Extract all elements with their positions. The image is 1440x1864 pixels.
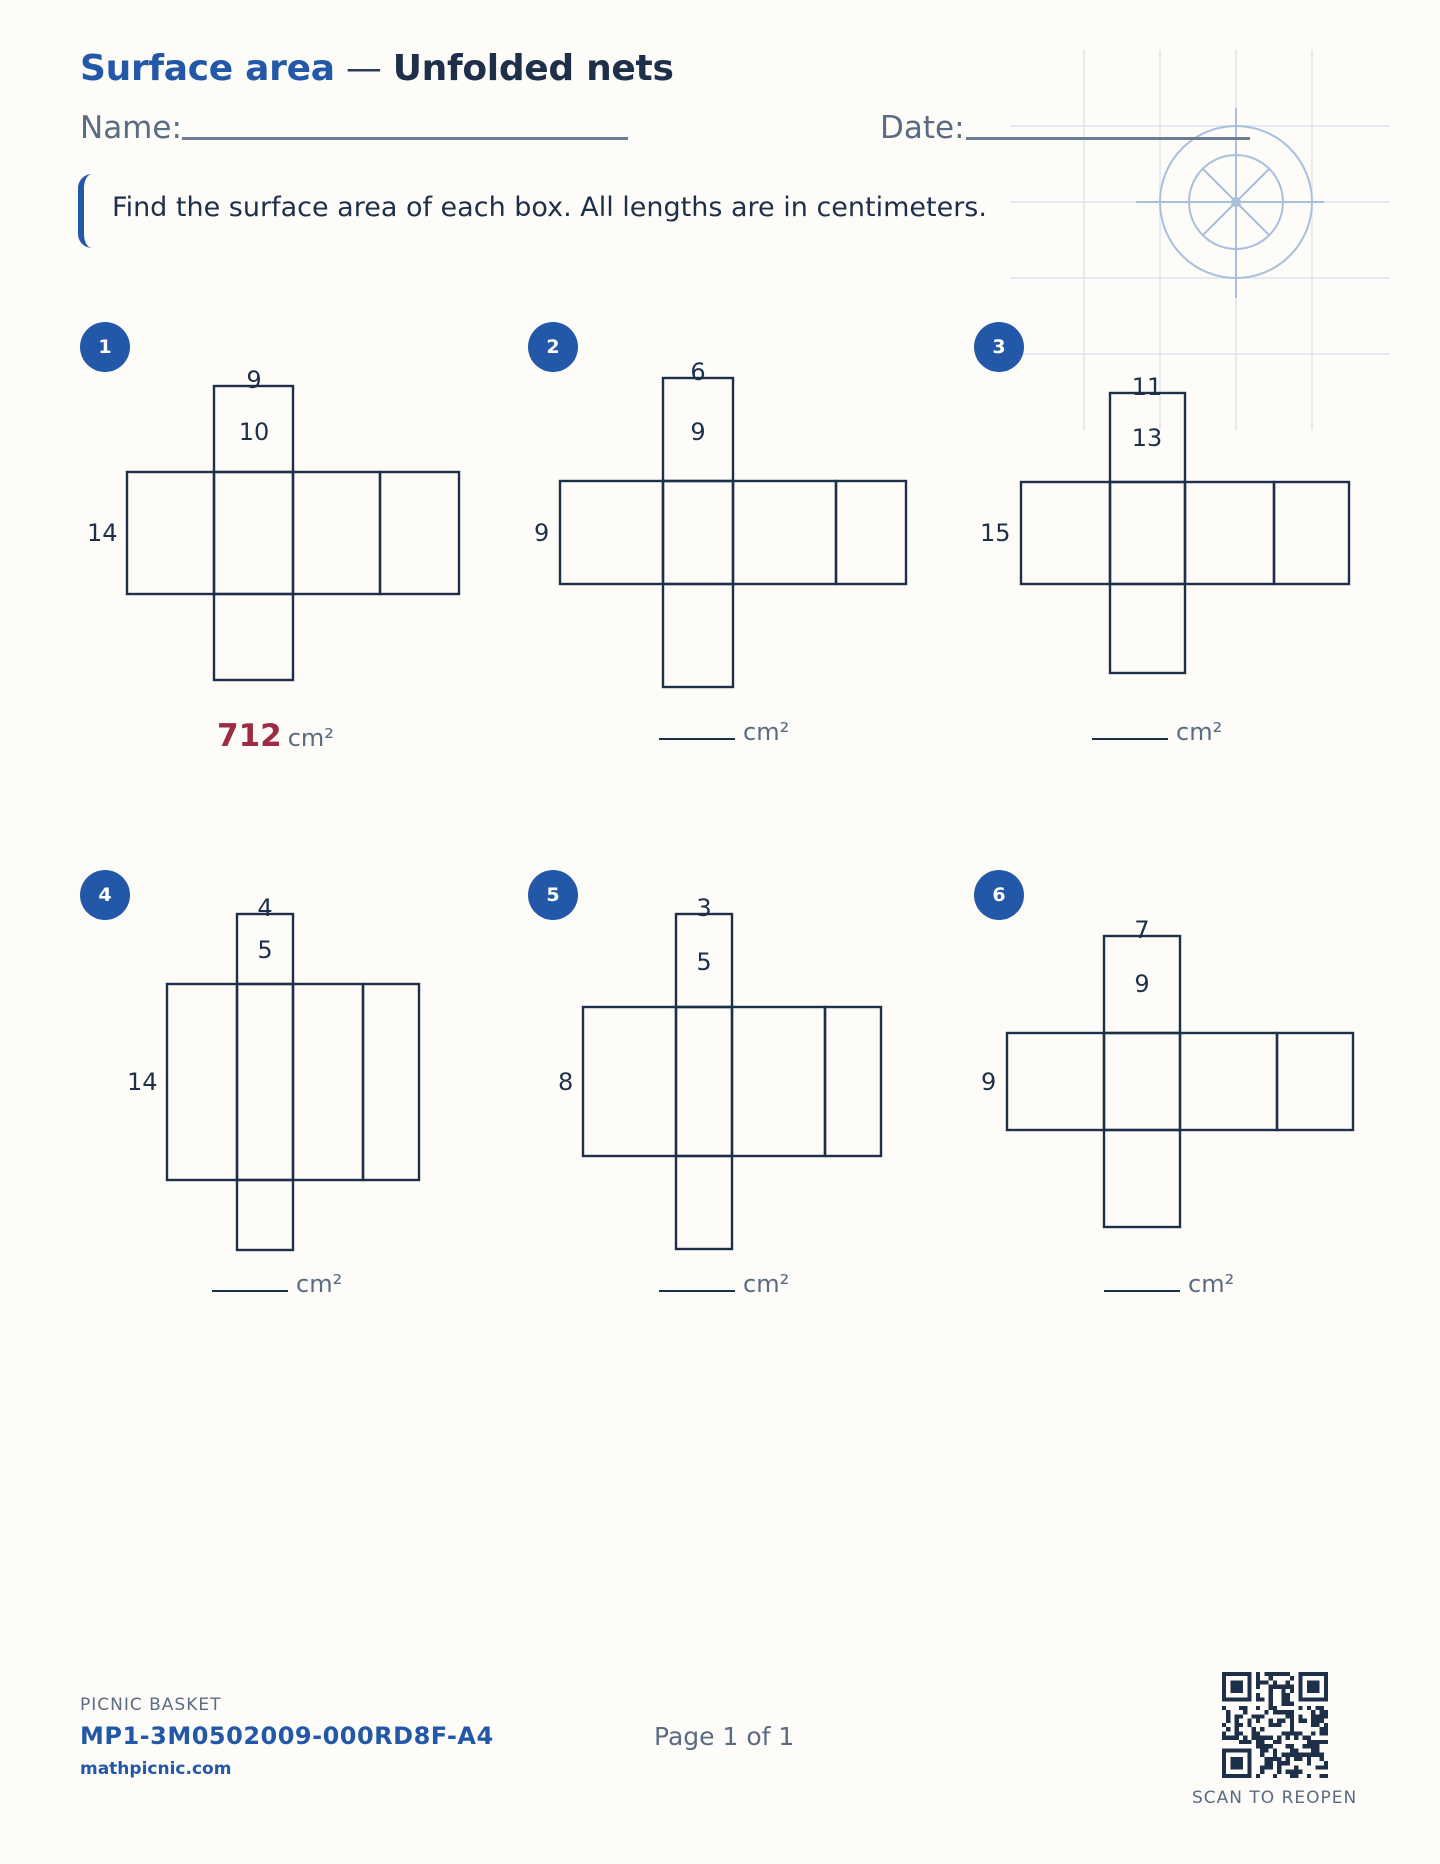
box-net-diagram	[528, 322, 928, 762]
problem-number-badge: 1	[80, 322, 130, 372]
problem-number-badge: 6	[974, 870, 1024, 920]
net-inner-dimension: 9	[1134, 970, 1150, 998]
qr-code-icon[interactable]	[1222, 1672, 1328, 1778]
net-side-dimension: 14	[87, 519, 118, 547]
problem-number-badge: 3	[974, 322, 1024, 372]
qr-caption: SCAN TO REOPEN	[1192, 1788, 1358, 1808]
title-subtopic: Unfolded nets	[392, 48, 674, 89]
box-net-diagram	[528, 870, 928, 1310]
answer-blank[interactable]	[659, 738, 735, 740]
answer-line	[1104, 1270, 1234, 1298]
problem-number-badge: 2	[528, 322, 578, 372]
name-field[interactable]	[182, 137, 628, 140]
problem-number-badge: 5	[528, 870, 578, 920]
answer-unit: cm²	[287, 724, 334, 752]
net-side-dimension: 15	[980, 519, 1011, 547]
answer-line	[212, 1270, 342, 1298]
title-topic: Surface area	[80, 48, 335, 89]
website-link[interactable]: mathpicnic.com	[80, 1759, 232, 1779]
answer-blank[interactable]	[212, 1290, 288, 1292]
net-top-dimension: 6	[690, 358, 706, 386]
box-net-diagram	[80, 322, 480, 762]
page-indicator: Page 1 of 1	[654, 1722, 795, 1751]
problem-4	[80, 870, 480, 1310]
net-side-dimension: 9	[534, 519, 550, 547]
footer-brand: PICNIC BASKET	[80, 1695, 222, 1715]
problem-1	[80, 322, 480, 762]
net-top-dimension: 3	[696, 894, 712, 922]
net-side-dimension: 9	[981, 1068, 997, 1096]
answer-unit: cm²	[743, 718, 790, 746]
net-top-dimension: 11	[1131, 373, 1163, 401]
net-side-dimension: 8	[558, 1068, 574, 1096]
answer-blank[interactable]	[1104, 1290, 1180, 1292]
net-top-dimension: 4	[257, 894, 273, 922]
answer-line	[659, 718, 789, 746]
net-inner-dimension: 5	[696, 948, 712, 976]
answer-line	[217, 718, 334, 754]
worksheet-code: MP1-3M0502009-000RD8F-A4	[80, 1722, 494, 1750]
answer-unit: cm²	[743, 1270, 790, 1298]
date-field[interactable]	[966, 137, 1250, 140]
box-net-diagram	[974, 870, 1374, 1310]
box-net-diagram	[974, 322, 1374, 762]
problem-5	[528, 870, 928, 1310]
answer-line	[1092, 718, 1222, 746]
net-inner-dimension: 10	[238, 418, 270, 446]
problem-number-badge: 4	[80, 870, 130, 920]
name-label: Name:	[80, 110, 182, 146]
problem-3	[974, 322, 1374, 762]
date-label: Date:	[880, 110, 965, 146]
answer-value: 712	[217, 718, 282, 754]
title-separator: —	[334, 48, 393, 89]
answer-blank[interactable]	[1092, 738, 1168, 740]
answer-blank[interactable]	[659, 1290, 735, 1292]
page-title	[80, 48, 674, 89]
answer-line	[659, 1270, 789, 1298]
net-top-dimension: 9	[246, 366, 262, 394]
answer-unit: cm²	[296, 1270, 343, 1298]
net-inner-dimension: 9	[690, 418, 706, 446]
net-side-dimension: 14	[127, 1068, 158, 1096]
instruction-text: Find the surface area of each box. All lengths are in centimeters.	[112, 192, 987, 223]
problem-6	[974, 870, 1374, 1310]
answer-unit: cm²	[1188, 1270, 1235, 1298]
net-inner-dimension: 13	[1131, 424, 1163, 452]
problem-2	[528, 322, 928, 762]
net-inner-dimension: 5	[257, 936, 273, 964]
answer-unit: cm²	[1176, 718, 1223, 746]
net-top-dimension: 7	[1134, 916, 1150, 944]
instruction-bracket	[78, 174, 94, 248]
